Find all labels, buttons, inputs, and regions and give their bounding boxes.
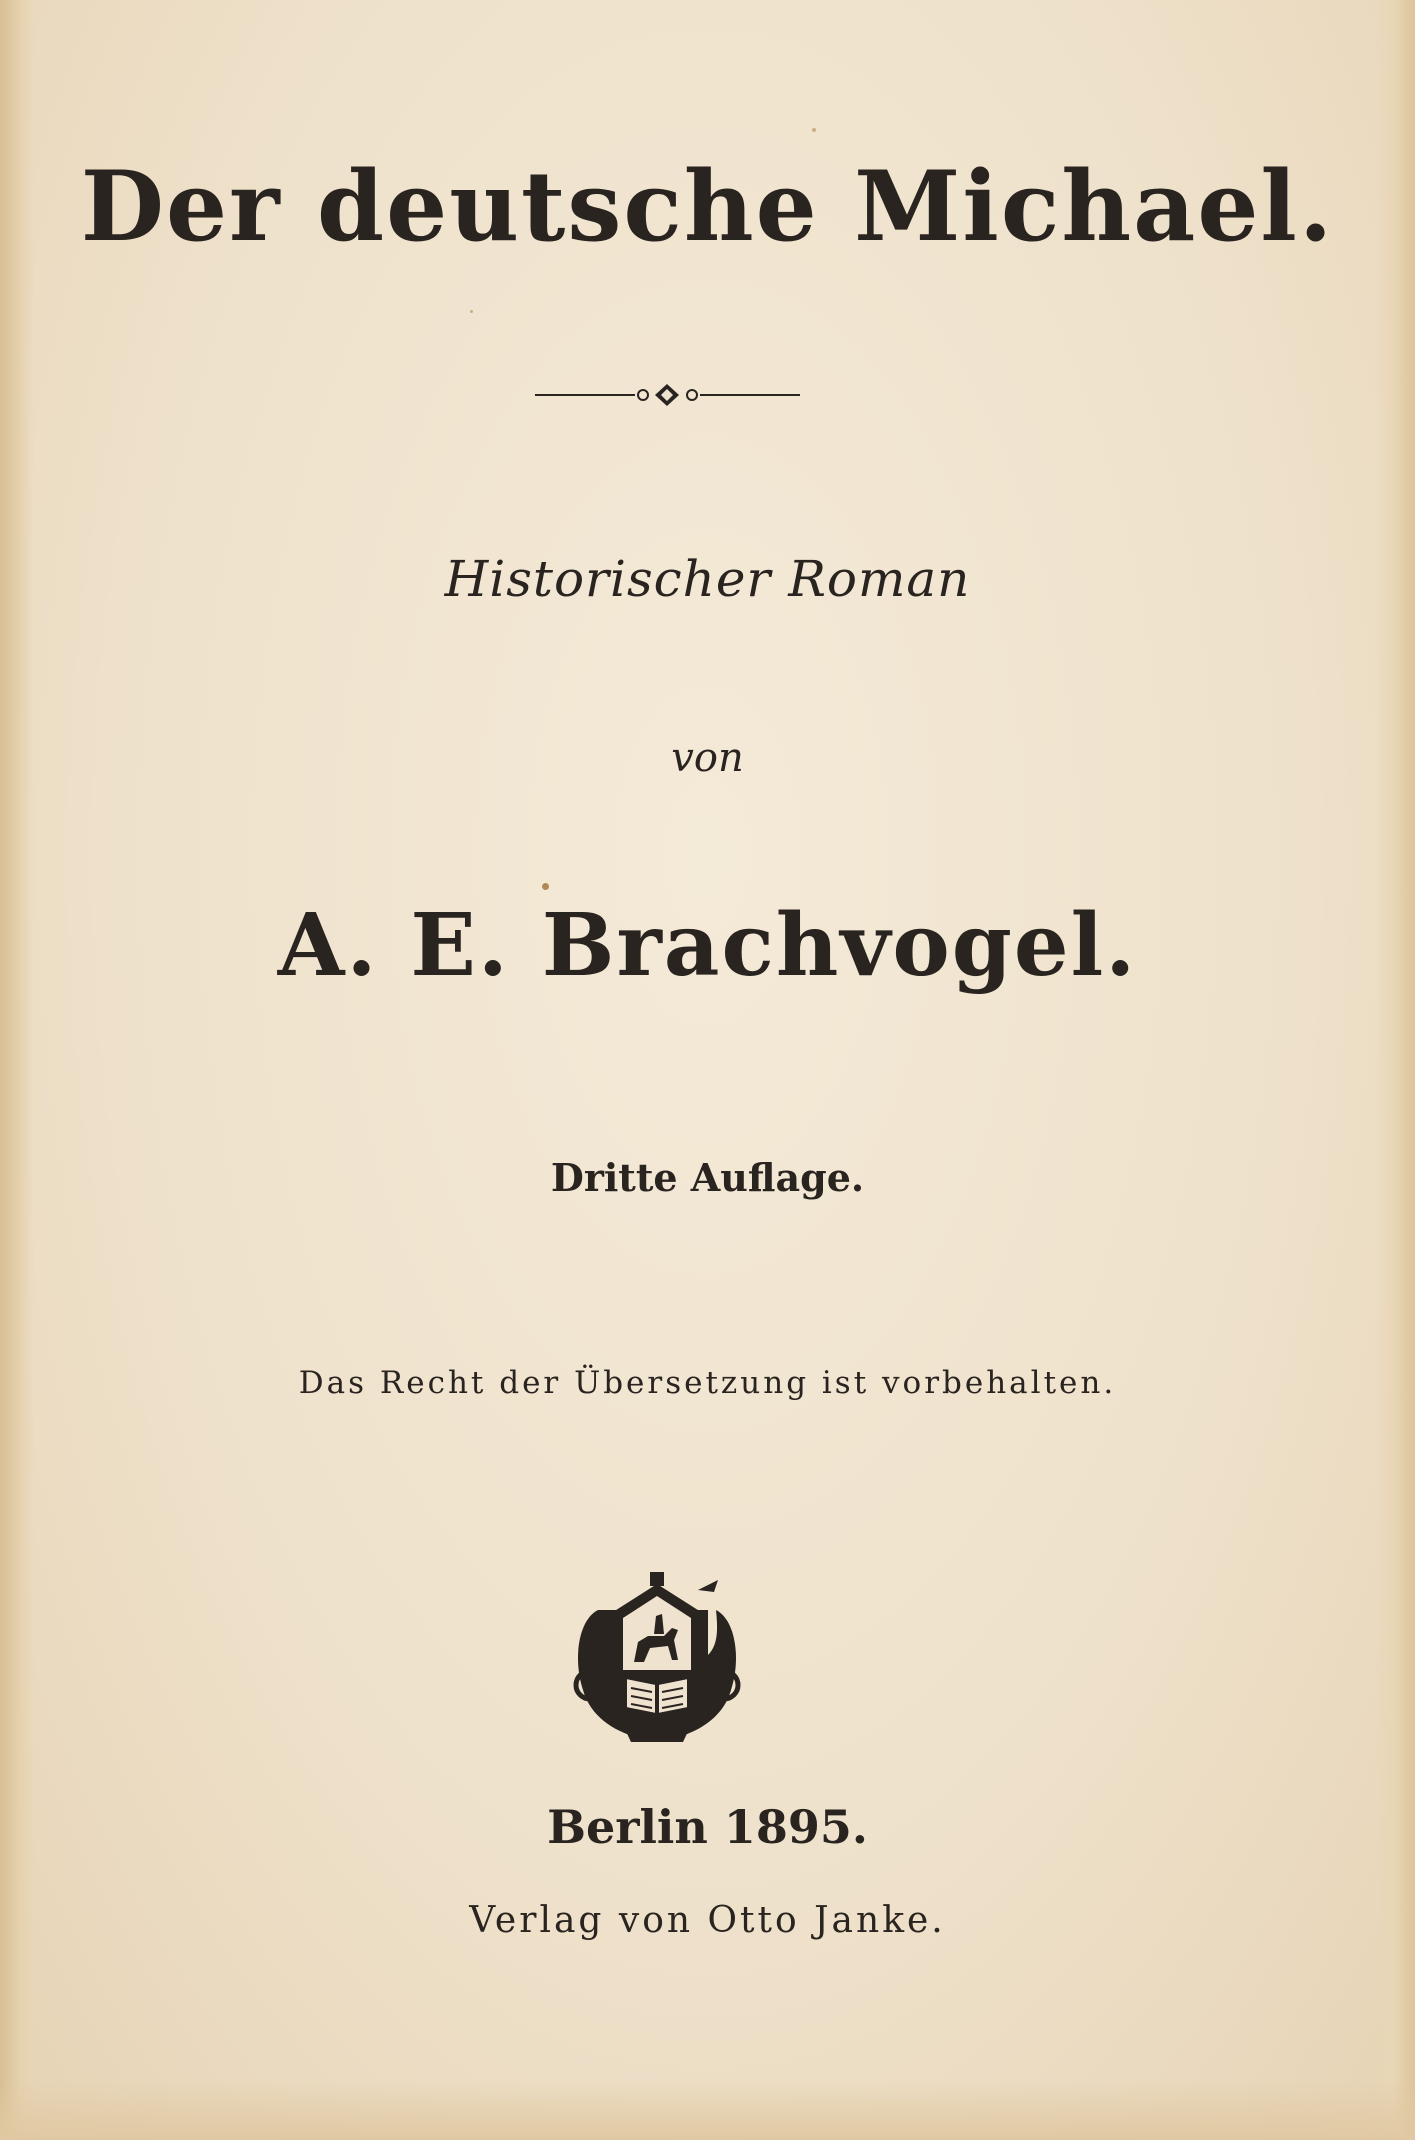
publisher-line: Verlag von Otto Janke. (469, 1900, 946, 1941)
rights-notice: Das Recht der Übersetzung ist vorbehalten. (298, 1365, 1117, 1401)
place-and-year: Berlin 1895. (547, 1800, 868, 1854)
publisher-emblem-icon (568, 1570, 746, 1750)
book-title: Der deutsche Michael. (80, 150, 1335, 263)
ornamental-divider-icon (535, 380, 800, 410)
paper-speck (470, 310, 473, 313)
author-name: A. E. Brachvogel. (277, 895, 1138, 996)
subtitle: Historischer Roman (444, 550, 971, 608)
by-line: von (671, 735, 744, 781)
paper-speck (542, 883, 549, 890)
paper-edge-bottom (0, 2080, 1415, 2140)
edition-statement: Dritte Auflage. (550, 1155, 865, 1200)
paper-speck (812, 128, 816, 132)
